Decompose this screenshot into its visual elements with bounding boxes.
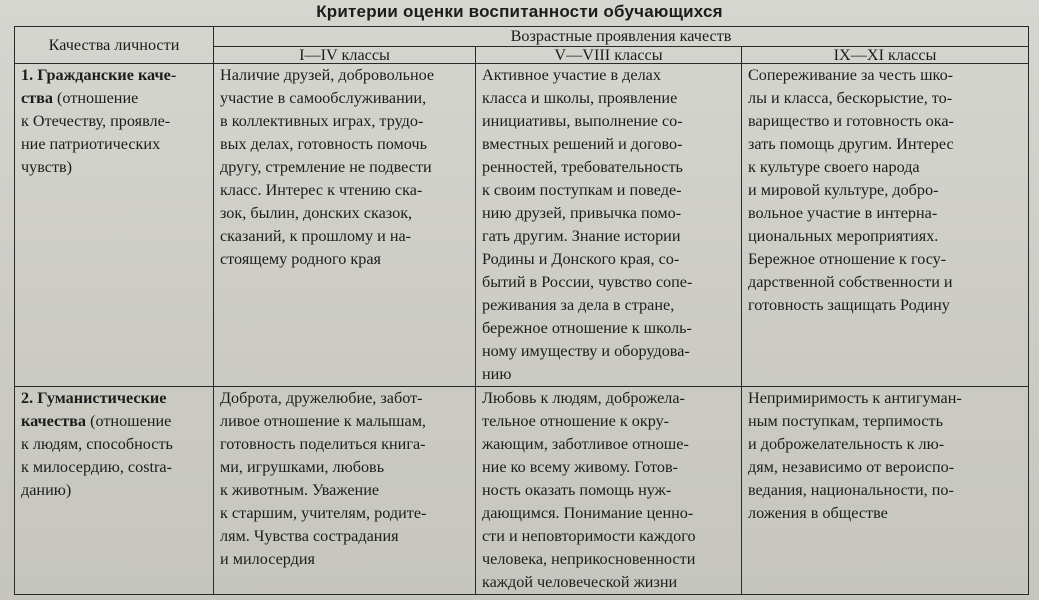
criteria-cell [476,387,742,595]
criteria-text: Непримиримость к антигуман- ным поступкам, терпимость и доброжелательность к лю- дям, независимо от вероиспо- ведания, национальности, по- ложения в обществе [748,389,962,522]
criteria-text: Сопереживание за честь шко- лы и класса, бескорыстие, то- варищество и готовность ока- зать помощь другим. Интерес к культуре своего народа и мировой культуре, добро- вольное участие в интерна- циональных мероприятиях. Бережное отношение к госу- дарственной собственности и готовность защищать Родину [748,66,954,314]
quality-cell [15,64,214,387]
header-group-1-4: I—IV классы [214,46,476,63]
criteria-text: Наличие друзей, добровольное участие в самообслуживании, в коллективных играх, трудо- вых делах, готовность помочь другу, стремление не подвести класс. Интерес к чтению ска- зок, былин, донских сказок, сказаний, к прошлому и на- стоящему родного края [220,66,435,268]
quality-cell [15,387,214,595]
quality-title: 2. Гуманистические качества [21,389,167,430]
quality-description: (отношение к людям, способность к милосердию, сostra- данию) [21,412,173,499]
quality-description: (отношение к Отечеству, проявле- ние патриотических чувств) [21,89,171,176]
criteria-text: Доброта, дружелюбие, забот- ливое отношение к малышам, готовность поделиться книга- ми, игрушками, любовь к животным. Уважение к старшим, учителям, родите- лям. Чувства сострадания и милосердия [220,389,427,568]
page-title: Критерии оценки воспитанности обучающихся [316,2,723,21]
criteria-cell [742,387,1029,595]
table-row [15,387,1029,595]
criteria-text: Активное участие в делах класса и школы, проявление инициативы, выполнение со- вместных решений и догово- ренностей, требовательность к своим поступкам и поведе- нию друзей, привычка помо- гать другим. Знание истории Родины и Донского края, со- бытий в России, чувство сопе- реживания за дела в стране, бережное отношение к школь- ному имуществу и оборудова- нию [482,66,693,383]
criteria-cell [214,64,476,387]
criteria-cell [742,64,1029,387]
criteria-table [14,26,1029,595]
table-row [15,64,1029,387]
header-age: Возрастные проявления качеств [214,27,1029,47]
header-quality: Качества личности [15,27,214,64]
criteria-cell [214,387,476,595]
criteria-text: Любовь к людям, доброжела- тельное отношение к окру- жающим, заботливое отноше- ние ко всему живому. Готов- ность оказать помощь нуж- дающимся. Понимание ценно- сти и неповторимости каждого человека, неприкосновенности каждой человеческой жизни [482,389,696,591]
header-group-9-11: IX—XI классы [742,46,1029,63]
criteria-cell [476,64,742,387]
header-group-5-8: V—VIII классы [476,46,742,63]
quality-title: 1. Гражданские каче- ства [21,66,177,107]
